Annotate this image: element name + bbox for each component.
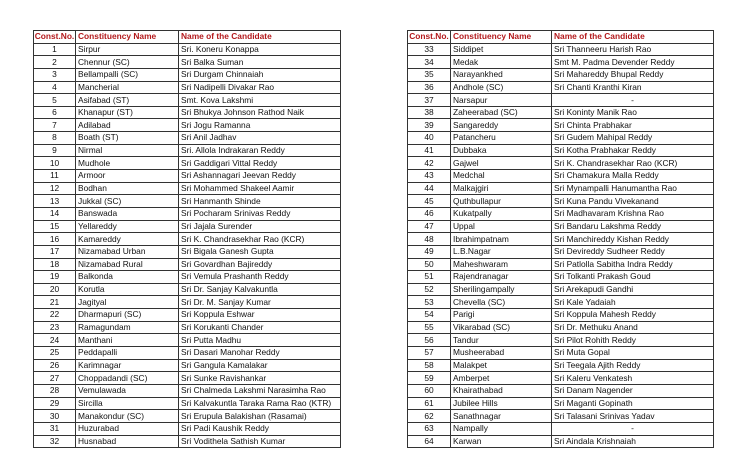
candidate-cell: Sri Kaleru Venkatesh: [552, 372, 714, 385]
table-row: [34, 132, 341, 145]
constituency-cell: Sirpur: [76, 43, 179, 56]
table-row: [34, 170, 341, 183]
const-no-cell: 43: [408, 170, 451, 183]
constituency-cell: Kamareddy: [76, 233, 179, 246]
constituency-cell: Nizamabad Rural: [76, 258, 179, 271]
candidate-cell: Sri Teegala Ajith Reddy: [552, 359, 714, 372]
constituency-cell: Narayankhed: [451, 68, 552, 81]
const-no-cell: 45: [408, 195, 451, 208]
table-row: [408, 372, 714, 385]
candidate-cell: Sri Korukanti Chander: [179, 321, 341, 334]
candidate-cell: Sri Nadipelli Divakar Rao: [179, 81, 341, 94]
candidate-cell: Sri Koppula Eshwar: [179, 309, 341, 322]
table-row: [408, 410, 714, 423]
candidate-cell: Sri Bhukya Johnson Rathod Naik: [179, 106, 341, 119]
candidate-cell: Sri Kuna Pandu Vivekanand: [552, 195, 714, 208]
constituency-cell: Chevella (SC): [451, 296, 552, 309]
table-row: [408, 106, 714, 119]
const-no-cell: 59: [408, 372, 451, 385]
table-row: [34, 207, 341, 220]
table-row: [408, 296, 714, 309]
candidate-cell: Sri Hanmanth Shinde: [179, 195, 341, 208]
candidate-cell: Sri Erupula Balakishan (Rasamai): [179, 410, 341, 423]
constituency-cell: Maheshwaram: [451, 258, 552, 271]
const-no-cell: 11: [34, 170, 76, 183]
table-row: [408, 422, 714, 435]
candidate-cell: Sri Jajala Surender: [179, 220, 341, 233]
table-row: [34, 81, 341, 94]
candidate-cell: -: [552, 422, 714, 435]
candidate-cell: Sri Pilot Rohith Reddy: [552, 334, 714, 347]
constituency-cell: Jubilee Hills: [451, 397, 552, 410]
candidate-cell: Sri Devireddy Sudheer Reddy: [552, 245, 714, 258]
candidate-cell: Sri. Koneru Konappa: [179, 43, 341, 56]
constituency-cell: Kukatpally: [451, 207, 552, 220]
candidate-cell: Sri K. Chandrasekhar Rao (KCR): [179, 233, 341, 246]
candidate-cell: Sri Thanneeru Harish Rao: [552, 43, 714, 56]
constituency-cell: Mancherial: [76, 81, 179, 94]
table-row: [408, 94, 714, 107]
table-row: [408, 68, 714, 81]
left-candidate-table: [33, 30, 341, 448]
constituency-cell: Jagityal: [76, 296, 179, 309]
candidate-cell: Smt M. Padma Devender Reddy: [552, 56, 714, 69]
table-row: [34, 410, 341, 423]
candidate-cell: Sri Maganti Gopinath: [552, 397, 714, 410]
table-row: [408, 132, 714, 145]
table-row: [34, 422, 341, 435]
candidate-cell: Sri Vemula Prashanth Reddy: [179, 271, 341, 284]
table-header-row: [34, 31, 341, 44]
const-no-cell: 35: [408, 68, 451, 81]
constituency-cell: Jukkal (SC): [76, 195, 179, 208]
table-row: [408, 157, 714, 170]
constituency-cell: Musheerabad: [451, 347, 552, 360]
table-row: [408, 309, 714, 322]
constituency-cell: Patancheru: [451, 132, 552, 145]
constituency-cell: Boath (ST): [76, 132, 179, 145]
constituency-cell: Amberpet: [451, 372, 552, 385]
table-row: [408, 81, 714, 94]
constituency-cell: Quthbullapur: [451, 195, 552, 208]
table-row: [34, 347, 341, 360]
const-no-cell: 18: [34, 258, 76, 271]
table-row: [34, 372, 341, 385]
constituency-cell: Parigi: [451, 309, 552, 322]
table-row: [34, 309, 341, 322]
table-row: [408, 334, 714, 347]
constituency-cell: Bellampalli (SC): [76, 68, 179, 81]
table-row: [34, 157, 341, 170]
const-no-cell: 36: [408, 81, 451, 94]
constituency-cell: Medak: [451, 56, 552, 69]
table-row: [408, 207, 714, 220]
const-no-cell: 54: [408, 309, 451, 322]
table-row: [408, 347, 714, 360]
constituency-cell: Mudhole: [76, 157, 179, 170]
candidate-cell: Sri Kale Yadaiah: [552, 296, 714, 309]
const-no-cell: 50: [408, 258, 451, 271]
candidate-cell: Sri Anil Jadhav: [179, 132, 341, 145]
table-row: [34, 245, 341, 258]
constituency-cell: Dharmapuri (SC): [76, 309, 179, 322]
candidate-cell: Sri Vodithela Sathish Kumar: [179, 435, 341, 448]
const-no-cell: 31: [34, 422, 76, 435]
candidate-cell: Sri Dr. M. Sanjay Kumar: [179, 296, 341, 309]
candidate-cell: Sri Putta Madhu: [179, 334, 341, 347]
candidate-cell: Sri Govardhan Bajireddy: [179, 258, 341, 271]
const-no-cell: 23: [34, 321, 76, 334]
constituency-cell: Uppal: [451, 220, 552, 233]
constituency-cell: Vikarabad (SC): [451, 321, 552, 334]
const-no-cell: 17: [34, 245, 76, 258]
const-no-cell: 15: [34, 220, 76, 233]
constituency-cell: Karwan: [451, 435, 552, 448]
const-no-cell: 12: [34, 182, 76, 195]
constituency-cell: Gajwel: [451, 157, 552, 170]
table-row: [34, 144, 341, 157]
constituency-cell: Chennur (SC): [76, 56, 179, 69]
const-no-cell: 56: [408, 334, 451, 347]
constituency-cell: Siddipet: [451, 43, 552, 56]
constituency-cell: Khanapur (ST): [76, 106, 179, 119]
candidate-cell: Sri. Allola Indrakaran Reddy: [179, 144, 341, 157]
header-const-no: Const.No.: [409, 31, 449, 42]
header-constituency: Constituency Name: [76, 31, 179, 44]
table-row: [408, 195, 714, 208]
candidate-cell: -: [552, 94, 714, 107]
candidate-cell: Sri Patlolla Sabitha Indra Reddy: [552, 258, 714, 271]
table-row: [408, 397, 714, 410]
constituency-cell: Medchal: [451, 170, 552, 183]
const-no-cell: 16: [34, 233, 76, 246]
candidate-cell: Sri Dasari Manohar Reddy: [179, 347, 341, 360]
candidate-cell: Sri Gudem Mahipal Reddy: [552, 132, 714, 145]
candidate-cell: Sri Dr. Methuku Anand: [552, 321, 714, 334]
table-row: [34, 195, 341, 208]
constituency-cell: Khairathabad: [451, 384, 552, 397]
table-row: [34, 271, 341, 284]
const-no-cell: 39: [408, 119, 451, 132]
const-no-cell: 20: [34, 283, 76, 296]
const-no-cell: 3: [34, 68, 76, 81]
const-no-cell: 6: [34, 106, 76, 119]
const-no-cell: 13: [34, 195, 76, 208]
table-row: [408, 321, 714, 334]
table-row: [408, 43, 714, 56]
table-row: [408, 271, 714, 284]
const-no-cell: 14: [34, 207, 76, 220]
constituency-cell: Choppadandi (SC): [76, 372, 179, 385]
const-no-cell: 21: [34, 296, 76, 309]
candidate-cell: Sri Danam Nagender: [552, 384, 714, 397]
constituency-cell: Nizamabad Urban: [76, 245, 179, 258]
table-row: [34, 94, 341, 107]
table-row: [408, 170, 714, 183]
const-no-cell: 29: [34, 397, 76, 410]
const-no-cell: 53: [408, 296, 451, 309]
constituency-cell: Peddapalli: [76, 347, 179, 360]
constituency-cell: Karimnagar: [76, 359, 179, 372]
table-row: [34, 384, 341, 397]
const-no-cell: 49: [408, 245, 451, 258]
const-no-cell: 32: [34, 435, 76, 448]
constituency-cell: Yellareddy: [76, 220, 179, 233]
table-row: [34, 321, 341, 334]
const-no-cell: 38: [408, 106, 451, 119]
table-row: [408, 119, 714, 132]
table-row: [34, 119, 341, 132]
candidate-cell: Sri Ashannagari Jeevan Reddy: [179, 170, 341, 183]
const-no-cell: 63: [408, 422, 451, 435]
table-row: [408, 359, 714, 372]
table-row: [34, 43, 341, 56]
header-candidate: Name of the Candidate: [179, 31, 341, 44]
const-no-cell: 51: [408, 271, 451, 284]
candidate-cell: Sri Koppula Mahesh Reddy: [552, 309, 714, 322]
const-no-cell: 44: [408, 182, 451, 195]
const-no-cell: 27: [34, 372, 76, 385]
table-row: [408, 435, 714, 448]
candidate-cell: Sri Chanti Kranthi Kiran: [552, 81, 714, 94]
constituency-cell: Zaheerabad (SC): [451, 106, 552, 119]
right-candidate-table: [407, 30, 714, 448]
constituency-cell: Nirmal: [76, 144, 179, 157]
constituency-cell: Bodhan: [76, 182, 179, 195]
table-row: [34, 182, 341, 195]
const-no-cell: 34: [408, 56, 451, 69]
constituency-cell: Korutla: [76, 283, 179, 296]
candidate-cell: Sri Kalvakuntla Taraka Rama Rao (KTR): [179, 397, 341, 410]
const-no-cell: 58: [408, 359, 451, 372]
table-row: [408, 384, 714, 397]
constituency-cell: Adilabad: [76, 119, 179, 132]
constituency-cell: Ibrahimpatnam: [451, 233, 552, 246]
const-no-cell: 30: [34, 410, 76, 423]
constituency-cell: Banswada: [76, 207, 179, 220]
table-row: [408, 258, 714, 271]
const-no-cell: 64: [408, 435, 451, 448]
const-no-cell: 8: [34, 132, 76, 145]
const-no-cell: 19: [34, 271, 76, 284]
candidate-cell: Sri Muta Gopal: [552, 347, 714, 360]
constituency-cell: Sherilingampally: [451, 283, 552, 296]
const-no-cell: 33: [408, 43, 451, 56]
constituency-cell: Armoor: [76, 170, 179, 183]
table-row: [34, 435, 341, 448]
const-no-cell: 7: [34, 119, 76, 132]
candidate-cell: Sri Arekapudi Gandhi: [552, 283, 714, 296]
candidate-cell: Sri Mahareddy Bhupal Reddy: [552, 68, 714, 81]
constituency-cell: Ramagundam: [76, 321, 179, 334]
const-no-cell: 52: [408, 283, 451, 296]
candidate-cell: Sri Bigala Ganesh Gupta: [179, 245, 341, 258]
table-row: [34, 334, 341, 347]
const-no-cell: 1: [34, 43, 76, 56]
candidate-cell: Sri Gangula Kamalakar: [179, 359, 341, 372]
candidate-cell: Sri Pocharam Srinivas Reddy: [179, 207, 341, 220]
const-no-cell: 24: [34, 334, 76, 347]
table-row: [34, 56, 341, 69]
candidate-cell: Sri Mohammed Shakeel Aamir: [179, 182, 341, 195]
candidate-cell: Sri Talasani Srinivas Yadav: [552, 410, 714, 423]
constituency-cell: L.B.Nagar: [451, 245, 552, 258]
const-no-cell: 5: [34, 94, 76, 107]
candidate-cell: Sri Chamakura Malla Reddy: [552, 170, 714, 183]
candidate-cell: Sri Kotha Prabhakar Reddy: [552, 144, 714, 157]
header-const-no: Const.No.: [34, 31, 75, 42]
const-no-cell: 40: [408, 132, 451, 145]
constituency-cell: Andhole (SC): [451, 81, 552, 94]
const-no-cell: 9: [34, 144, 76, 157]
header-candidate: Name of the Candidate: [552, 31, 714, 44]
table-row: [34, 283, 341, 296]
const-no-cell: 2: [34, 56, 76, 69]
constituency-cell: Vemulawada: [76, 384, 179, 397]
constituency-cell: Nampally: [451, 422, 552, 435]
constituency-cell: Malakpet: [451, 359, 552, 372]
const-no-cell: 55: [408, 321, 451, 334]
candidate-cell: Sri Tolkanti Prakash Goud: [552, 271, 714, 284]
const-no-cell: 22: [34, 309, 76, 322]
candidate-cell: Sri Manchireddy Kishan Reddy: [552, 233, 714, 246]
header-constituency: Constituency Name: [451, 31, 552, 44]
candidate-cell: Sri Madhavaram Krishna Rao: [552, 207, 714, 220]
constituency-cell: Dubbaka: [451, 144, 552, 157]
table-row: [408, 144, 714, 157]
candidate-cell: Sri Sunke Ravishankar: [179, 372, 341, 385]
constituency-cell: Sangareddy: [451, 119, 552, 132]
candidate-cell: Sri Bandaru Lakshma Reddy: [552, 220, 714, 233]
constituency-cell: Tandur: [451, 334, 552, 347]
candidate-cell: Sri Koninty Manik Rao: [552, 106, 714, 119]
table-row: [34, 258, 341, 271]
constituency-cell: Manakondur (SC): [76, 410, 179, 423]
const-no-cell: 57: [408, 347, 451, 360]
table-header-row: [408, 31, 714, 44]
candidate-cell: Sri Padi Kaushik Reddy: [179, 422, 341, 435]
const-no-cell: 62: [408, 410, 451, 423]
constituency-cell: Sanathnagar: [451, 410, 552, 423]
candidate-cell: Sri K. Chandrasekhar Rao (KCR): [552, 157, 714, 170]
table-row: [408, 283, 714, 296]
const-no-cell: 41: [408, 144, 451, 157]
const-no-cell: 25: [34, 347, 76, 360]
const-no-cell: 47: [408, 220, 451, 233]
table-row: [408, 182, 714, 195]
const-no-cell: 4: [34, 81, 76, 94]
constituency-cell: Malkajgiri: [451, 182, 552, 195]
table-row: [34, 68, 341, 81]
constituency-cell: Huzurabad: [76, 422, 179, 435]
constituency-cell: Sircilla: [76, 397, 179, 410]
table-row: [34, 397, 341, 410]
table-row: [34, 233, 341, 246]
const-no-cell: 48: [408, 233, 451, 246]
table-row: [34, 359, 341, 372]
table-row: [408, 220, 714, 233]
table-row: [34, 106, 341, 119]
constituency-cell: Rajendranagar: [451, 271, 552, 284]
constituency-cell: Balkonda: [76, 271, 179, 284]
candidate-cell: Sri Mynampalli Hanumantha Rao: [552, 182, 714, 195]
const-no-cell: 37: [408, 94, 451, 107]
const-no-cell: 60: [408, 384, 451, 397]
candidate-cell: Sri Balka Suman: [179, 56, 341, 69]
table-row: [408, 56, 714, 69]
const-no-cell: 46: [408, 207, 451, 220]
table-row: [34, 220, 341, 233]
const-no-cell: 26: [34, 359, 76, 372]
const-no-cell: 28: [34, 384, 76, 397]
constituency-cell: Asifabad (ST): [76, 94, 179, 107]
constituency-cell: Manthani: [76, 334, 179, 347]
candidate-cell: Sri Chalmeda Lakshmi Narasimha Rao: [179, 384, 341, 397]
candidate-cell: Sri Durgam Chinnaiah: [179, 68, 341, 81]
candidate-cell: Smt. Kova Lakshmi: [179, 94, 341, 107]
constituency-cell: Husnabad: [76, 435, 179, 448]
candidate-cell: Sri Aindala Krishnaiah: [552, 435, 714, 448]
constituency-cell: Narsapur: [451, 94, 552, 107]
candidate-cell: Sri Gaddigari Vittal Reddy: [179, 157, 341, 170]
const-no-cell: 10: [34, 157, 76, 170]
candidate-cell: Sri Jogu Ramanna: [179, 119, 341, 132]
const-no-cell: 42: [408, 157, 451, 170]
candidate-cell: Sri Chinta Prabhakar: [552, 119, 714, 132]
const-no-cell: 61: [408, 397, 451, 410]
candidate-cell: Sri Dr. Sanjay Kalvakuntla: [179, 283, 341, 296]
table-row: [408, 245, 714, 258]
table-row: [408, 233, 714, 246]
table-row: [34, 296, 341, 309]
